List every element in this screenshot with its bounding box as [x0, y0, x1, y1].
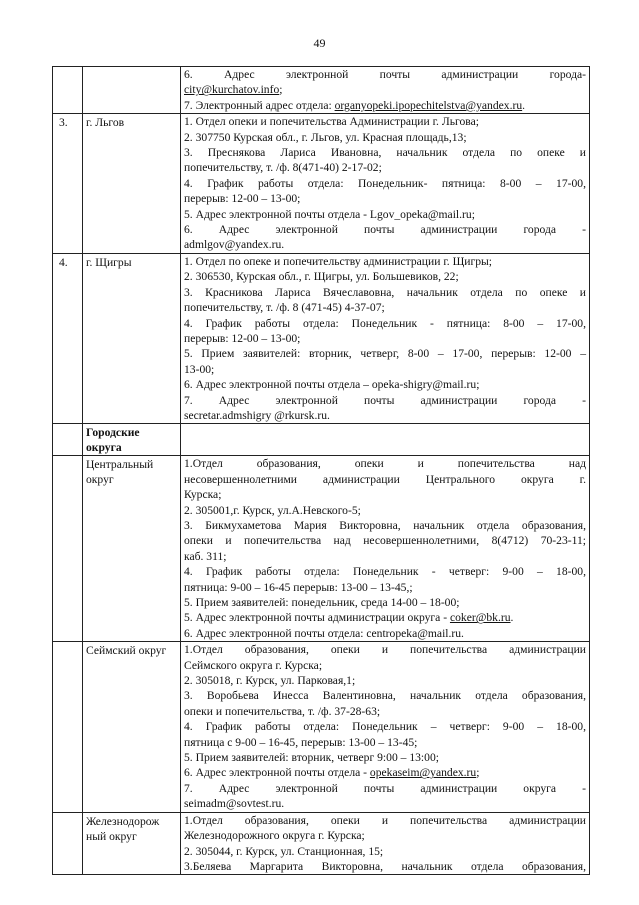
- row-number: [53, 812, 83, 875]
- detail-line: 1.Отдел образования, опеки и попечительства над: [184, 457, 586, 471]
- detail-line: secretar.admshigry @rkursk.ru.: [184, 408, 330, 422]
- municipality-name: Центральный округ: [83, 456, 181, 642]
- detail-line: Железнодорожного округа г. Курска;: [184, 829, 365, 843]
- office-details: [181, 253, 590, 423]
- section-heading: Городские округа: [83, 424, 181, 456]
- detail-line: 5. Адрес электронной почты администрации округа - coker@bk.ru.: [184, 611, 514, 625]
- detail-line: несовершеннолетними администрации Центрального округа г.: [184, 472, 586, 486]
- detail-line: 3. Воробьева Инесса Валентиновна, начальник отдела образования,: [184, 689, 586, 703]
- guardianship-offices-table: [52, 66, 590, 875]
- detail-line: 2. 305001,г. Курск, ул.А.Невского-5;: [184, 503, 361, 517]
- detail-line: 6. Адрес электронной почты администрации города -: [184, 223, 586, 237]
- detail-line: 3. Преснякова Лариса Ивановна, начальник отдела по опеке и: [184, 146, 586, 160]
- office-details: [181, 114, 590, 254]
- detail-line: перерыв: 12-00 – 13-00;: [184, 331, 301, 345]
- table-row: [53, 456, 590, 642]
- detail-line: 3. Бикмухаметова Мария Викторовна, начальник отдела образования,: [184, 518, 586, 532]
- detail-line: 2. 306530, Курская обл., г. Щигры, ул. Большевиков, 22;: [184, 270, 459, 284]
- table-row: [53, 67, 590, 114]
- detail-line: пятница: 9-00 – 16-45 перерыв: 13-00 – 13-45,;: [184, 580, 413, 594]
- email-link: coker@bk.ru: [449, 611, 511, 625]
- detail-line: пятница с 9-00 – 16-45, перерыв: 13-00 – 13-45;: [184, 735, 418, 749]
- municipality-name: Железнодорож ный округ: [83, 812, 181, 875]
- detail-line: 7. Электронный адрес отдела: organyopeki.ipopechitelstva@yandex.ru.: [184, 98, 526, 112]
- detail-line: перерыв: 12-00 – 13-00;: [184, 192, 301, 206]
- detail-line: опеки и попечительства, т. /ф. 37-28-63;: [184, 704, 381, 718]
- detail-line: 4. График работы отдела: Понедельник - пятница: 8-00 – 17-00,: [184, 316, 586, 330]
- municipality-name: [83, 67, 181, 114]
- detail-line: 3. Красникова Лариса Вячеславовна, начальник отдела по опеке и: [184, 285, 586, 299]
- table-row: [53, 642, 590, 812]
- row-number: 3.: [53, 114, 83, 254]
- detail-line: 5. Прием заявителей: вторник, четверг, 8-00 – 17-00, перерыв: 12-00 –: [184, 347, 586, 361]
- detail-line: city@kurchatov.info;: [184, 83, 283, 97]
- detail-line: 1. Отдел по опеке и попечительству администрации г. Щигры;: [184, 254, 493, 268]
- municipality-name: г. Льгов: [83, 114, 181, 254]
- row-number: [53, 67, 83, 114]
- row-number: [53, 642, 83, 812]
- detail-line: 5. Прием заявителей: вторник, четверг 9:00 – 13:00;: [184, 751, 439, 765]
- detail-line: 7. Адрес электронной почты администрации округа -: [184, 781, 586, 795]
- row-number: [53, 424, 83, 456]
- detail-line: 5. Адрес электронной почты отдела - Lgov_opeka@mail.ru;: [184, 207, 475, 221]
- detail-line: каб. 311;: [184, 549, 227, 563]
- detail-line: seimadm@sovtest.ru.: [184, 797, 285, 811]
- detail-line: попечительству, т. /ф. 8(471-40) 2-17-02;: [184, 161, 382, 175]
- detail-line: 3.Беляева Маргарита Викторовна, начальник отдела образования,: [184, 859, 586, 873]
- detail-line: 4. График работы отдела: Понедельник – четверг: 9-00 – 18-00,: [184, 720, 586, 734]
- office-details: [181, 67, 590, 114]
- detail-line: 4. График работы отдела: Понедельник- пятница: 8-00 – 17-00,: [184, 176, 586, 190]
- office-details: [181, 424, 590, 456]
- row-number: 4.: [53, 253, 83, 423]
- detail-line: 6. Адрес электронной почты отдела: centropeka@mail.ru.: [184, 626, 464, 640]
- detail-line: 1. Отдел опеки и попечительства Администрации г. Льгова;: [184, 115, 479, 129]
- office-details: [181, 642, 590, 812]
- page-number: 49: [313, 36, 326, 50]
- detail-line: попечительству, т. /ф. 8 (471-45) 4-37-07;: [184, 301, 385, 315]
- detail-line: Курска;: [184, 488, 222, 502]
- municipality-name: Сеймский округ: [83, 642, 181, 812]
- detail-line: 4. График работы отдела: Понедельник - четверг: 9-00 – 18-00,: [184, 565, 586, 579]
- detail-line: admlgov@yandex.ru.: [184, 238, 285, 252]
- office-details: [181, 812, 590, 875]
- detail-line: 6. Адрес электронной почты отдела – opeka-shigry@mail.ru;: [184, 378, 480, 392]
- detail-line: 2. 307750 Курская обл., г. Льгов, ул. Красная площадь,13;: [184, 130, 467, 144]
- detail-line: 13-00;: [184, 362, 215, 376]
- detail-line: 7. Адрес электронной почты администрации города -: [184, 393, 586, 407]
- table-row: [53, 114, 590, 254]
- email-link: opekaseim@yandex.ru: [369, 766, 477, 780]
- municipality-name: г. Щигры: [83, 253, 181, 423]
- detail-line: 2. 305018, г. Курск, ул. Парковая,1;: [184, 674, 356, 688]
- detail-line: опеки и попечительства над несовершеннолетними, 8(4712) 70-23-11;: [184, 534, 586, 548]
- detail-line: 6. Адрес электронной почты администрации города-: [184, 68, 586, 81]
- detail-line: 1.Отдел образования, опеки и попечительства администрации: [184, 643, 586, 657]
- table-row: [53, 253, 590, 423]
- table-row: [53, 812, 590, 875]
- detail-line: Сеймского округа г. Курска;: [184, 658, 323, 672]
- email-link: organyopeki.ipopechitelstva@yandex.ru: [334, 98, 523, 112]
- email-link: city@kurchatov.info: [184, 83, 280, 97]
- row-number: [53, 456, 83, 642]
- office-details: [181, 456, 590, 642]
- detail-line: 5. Прием заявителей: понедельник, среда 14-00 – 18-00;: [184, 596, 460, 609]
- table-row: [53, 424, 590, 456]
- detail-line: 1.Отдел образования, опеки и попечительства администрации: [184, 813, 586, 827]
- detail-line: 2. 305044, г. Курск, ул. Станционная, 15;: [184, 844, 384, 858]
- detail-line: 6. Адрес электронной почты отдела - opekaseim@yandex.ru;: [184, 766, 480, 780]
